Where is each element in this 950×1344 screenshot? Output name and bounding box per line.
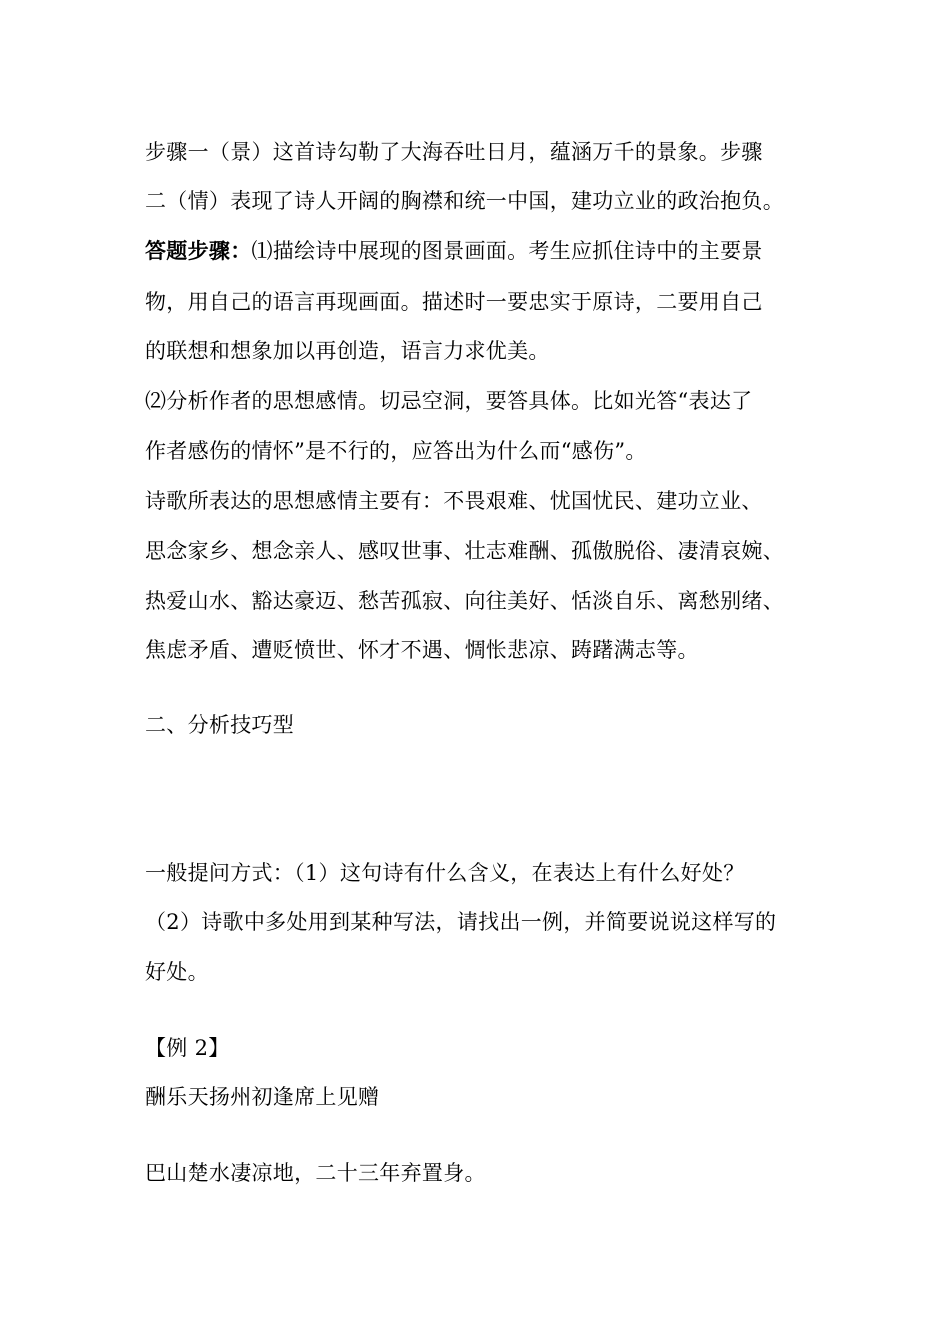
paragraph-line: （2）诗歌中多处用到某种写法，请找出一例，并简要说说这样写的 xyxy=(145,910,777,934)
paragraph-line: 步骤一（景）这首诗勾勒了大海吞吐日月，蕴涵万千的景象。步骤 xyxy=(145,140,763,164)
paragraph-line: 焦虑矛盾、遭贬愤世、怀才不遇、惆怅悲凉、踌躇满志等。 xyxy=(145,638,699,662)
paragraph-line: 思念家乡、想念亲人、感叹世事、壮志难酬、孤傲脱俗、凄清哀婉、 xyxy=(145,539,784,563)
paragraph-line: 作者感伤的情怀”是不行的，应答出为什么而“感伤”。 xyxy=(145,439,647,463)
paragraph-line: 二（情）表现了诗人开阔的胸襟和统一中国，建功立业的政治抱负。 xyxy=(145,189,784,213)
paragraph-line: 热爱山水、豁达豪迈、愁苦孤寂、向往美好、恬淡自乐、离愁别绪、 xyxy=(145,589,784,613)
paragraph-line: ⑵分析作者的思想感情。切忌空洞，要答具体。比如光答“表达了 xyxy=(145,389,753,413)
poem-line: 巴山楚水凄凉地，二十三年弃置身。 xyxy=(145,1161,486,1185)
paragraph-line: 物，用自己的语言再现画面。描述时一要忠实于原诗，二要用自己 xyxy=(145,290,763,314)
answer-steps-label: 答题步骤： xyxy=(145,238,252,263)
answer-steps-text: ⑴描绘诗中展现的图景画面。考生应抓住诗中的主要景 xyxy=(251,239,763,263)
paragraph-line: 一般提问方式：（1）这句诗有什么含义，在表达上有什么好处？ xyxy=(145,861,745,885)
paragraph-line: 好处。 xyxy=(145,960,209,984)
paragraph-line: 诗歌所表达的思想感情主要有：不畏艰难、忧国忧民、建功立业、 xyxy=(145,489,763,513)
poem-title: 酬乐天扬州初逢席上见赠 xyxy=(145,1085,380,1109)
example-label: 【例 2】 xyxy=(145,1036,230,1060)
answer-steps-line xyxy=(145,237,763,265)
paragraph-line: 的联想和想象加以再创造，语言力求优美。 xyxy=(145,339,550,363)
section-heading: 二、分析技巧型 xyxy=(145,713,295,737)
